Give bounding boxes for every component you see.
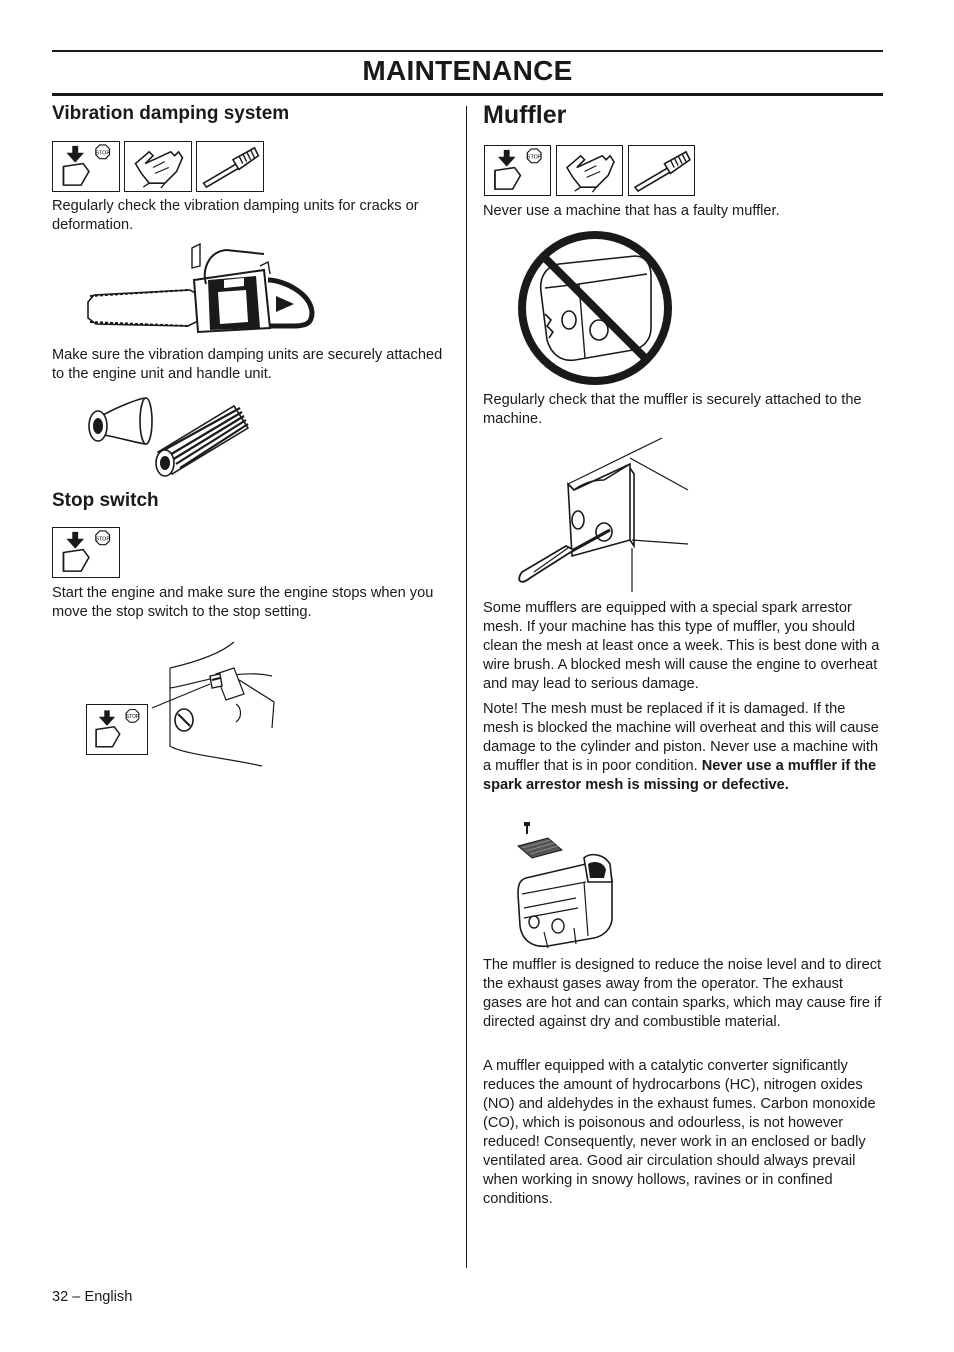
stop-engine-icon — [52, 141, 120, 192]
brush-icon — [196, 141, 264, 192]
chainsaw-illustration — [84, 240, 316, 336]
muffler-paragraph-5: The muffler is designed to reduce the noise level and to direct the exhaust gases away from the operator. The exhaust gases are hot and can contain sparks, which may cause fire if directed against dry and combustible material. — [483, 957, 882, 1030]
paragraph-4-warning: Never use a muffler if the spark arrestor mesh is missing or defective. — [483, 758, 877, 793]
header-top-rule — [52, 50, 883, 52]
stop-engine-icon-2 — [52, 527, 120, 578]
page-footer: 32 – English — [52, 1289, 133, 1305]
muffler-paragraph-6: A muffler equipped with a catalytic converter significantly reduces the amount of hydrocarbons (HC), nitrogen oxides (NO) and aldehydes in the exhaust fumes. Carbon monoxide (CO), which is poisonous and odourless, is not however reduced! Consequently, never work in an enclosed or badly ventilated area. Good air circulation should always prevail when working in snowy hollows, ravines or in confined conditions. — [483, 1058, 876, 1207]
muffler-glove-icon — [556, 145, 623, 196]
stop-switch-callout-icon — [86, 704, 148, 755]
muffler-stop-engine-icon — [484, 145, 551, 196]
muffler-paragraph-3: Some mufflers are equipped with a special spark arrestor mesh. If your machine has this type of muffler, you should clean the mesh at least once a week. This is best done with a wire brush. A blocked mesh will cause the engine to overheat and may lead to serious damage. — [483, 600, 880, 692]
vibration-damping-heading: Vibration damping system — [52, 103, 290, 124]
vibration-paragraph-2: Make sure the vibration damping units are securely attached to the engine unit and handle unit. — [52, 347, 443, 382]
damping-units-illustration — [84, 388, 256, 484]
muffler-heading: Muffler — [483, 101, 567, 129]
muffler-paragraph-1: Never use a machine that has a faulty muffler. — [483, 203, 780, 219]
faulty-muffler-prohibition-illustration — [515, 228, 675, 388]
header-bottom-rule — [52, 93, 883, 96]
paragraph-4-note: Note! The mesh must be replaced if it is damaged. If the mesh is blocked the machine will overheat and this will cause damage to the cylinder and piston. Never use a machine with a muffler that is in poor condition. — [483, 701, 879, 774]
stop-switch-paragraph: Start the engine and make sure the engine stops when you move the stop switch to the stop setting. — [52, 585, 434, 620]
column-divider — [466, 106, 467, 1268]
muffler-paragraph-4 — [483, 700, 885, 795]
stop-switch-heading: Stop switch — [52, 490, 159, 511]
protective-glove-icon — [124, 141, 192, 192]
vibration-paragraph-1: Regularly check the vibration damping units for cracks or deformation. — [52, 198, 419, 233]
muffler-paragraph-2: Regularly check that the muffler is securely attached to the machine. — [483, 392, 862, 427]
page-title: MAINTENANCE — [362, 55, 573, 86]
muffler-brush-icon — [628, 145, 695, 196]
spark-arrestor-illustration — [514, 818, 620, 950]
muffler-screwdriver-illustration — [512, 434, 694, 594]
